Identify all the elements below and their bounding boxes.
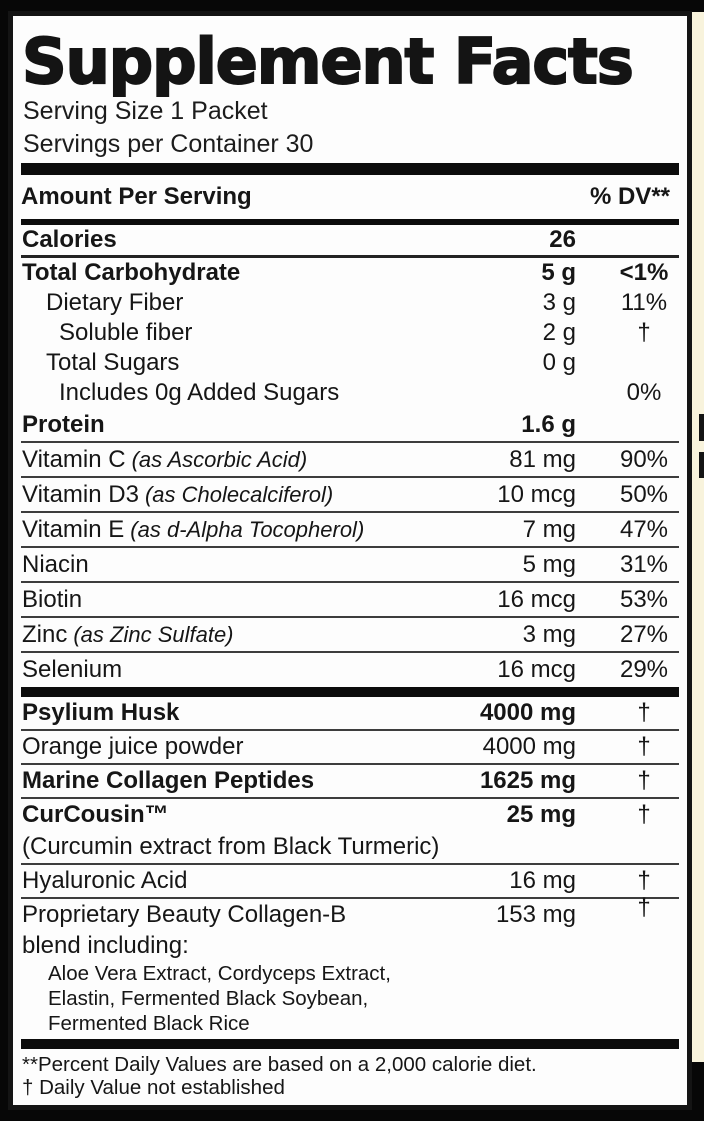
ingredient-amount: 25 mg: [506, 801, 576, 828]
nutrient-name: Total Carbohydrate: [22, 259, 241, 286]
servings-per-container-line: Servings per Container 30: [23, 130, 314, 158]
ingredient-name: Orange juice powder: [22, 733, 244, 760]
nutrient-row-zinc: [21, 618, 679, 651]
ingredient-dv: †: [637, 801, 651, 828]
nutrient-row-niacin: [21, 548, 679, 581]
ingredient-row-curcumin-note: [21, 831, 679, 863]
nutrient-amount: 7 mg: [522, 515, 576, 543]
nutrient-dv: 31%: [619, 550, 669, 578]
nutrient-name: Niacin: [22, 550, 89, 578]
ingredient-name: Psylium Husk: [22, 699, 180, 726]
ingredient-row-curcousin: [21, 799, 679, 831]
percent-dv-header: % DV**: [589, 183, 670, 210]
nutrient-name: Vitamin C (as Ascorbic Acid): [22, 445, 308, 473]
nutrient-amount: 26: [549, 226, 576, 253]
nutrient-amount: 1.6 g: [521, 410, 576, 438]
blend-item: Elastin, Fermented Black Soybean,: [48, 987, 369, 1010]
ingredient-dv: †: [637, 894, 651, 921]
ingredient-dv: †: [637, 699, 651, 726]
ingredient-dv: †: [637, 767, 651, 794]
ingredient-name: Proprietary Beauty Collagen-B: [22, 901, 347, 928]
nutrient-name: Protein: [22, 410, 105, 438]
nutrient-row-dietary-fiber: [21, 288, 679, 318]
ingredient-row-hyaluronic-acid: [21, 865, 679, 897]
right-edge-mark: [699, 452, 704, 478]
ingredient-amount: 1625 mg: [479, 767, 576, 794]
nutrient-row-soluble-fiber: [21, 318, 679, 348]
nutrient-name: Soluble fiber: [59, 319, 193, 346]
nutrient-dv: <1%: [619, 259, 669, 286]
nutrient-dv: †: [637, 319, 651, 346]
table-header-row: [21, 175, 679, 219]
nutrient-row-added-sugars: [21, 378, 679, 408]
right-edge-cream-strip: [692, 12, 704, 1062]
nutrient-name: Includes 0g Added Sugars: [59, 379, 340, 406]
nutrient-source: (as Cholecalciferol): [144, 481, 334, 507]
nutrient-name: Total Sugars: [46, 349, 180, 376]
thick-rule: [21, 163, 679, 175]
supplement-facts-panel: [8, 11, 692, 1110]
ingredient-dv: †: [637, 733, 651, 760]
nutrient-dv: 11%: [620, 289, 668, 316]
blend-including-line: blend including:: [22, 932, 189, 959]
nutrient-source: (as d-Alpha Tocopherol): [130, 516, 365, 542]
nutrient-source: (as Ascorbic Acid): [131, 446, 308, 472]
nutrient-name: Calories: [22, 226, 117, 253]
ingredient-name: Hyaluronic Acid: [22, 867, 188, 894]
nutrient-name: Zinc (as Zinc Sulfate): [22, 620, 234, 648]
nutrient-dv: 90%: [619, 445, 669, 473]
thick-rule: [21, 1039, 679, 1049]
ingredient-row-psylium-husk: [21, 697, 679, 729]
nutrient-amount: 3 mg: [522, 620, 576, 648]
nutrient-dv: 29%: [619, 655, 669, 683]
blend-item: Aloe Vera Extract, Cordyceps Extract,: [48, 962, 391, 985]
nutrient-source: (as Zinc Sulfate): [73, 621, 234, 647]
nutrient-dv: 27%: [619, 620, 669, 648]
nutrient-name: Dietary Fiber: [46, 289, 184, 316]
nutrient-amount: 16 mcg: [497, 585, 576, 613]
serving-size-line: Serving Size 1 Packet: [23, 97, 268, 125]
ingredient-name: CurCousin™: [22, 801, 169, 828]
ingredient-amount: 153 mg: [495, 901, 576, 928]
nutrient-amount: 2 g: [542, 319, 576, 346]
ingredient-amount: 16 mg: [509, 867, 576, 894]
right-edge-mark: [699, 414, 704, 441]
nutrient-name: Vitamin E (as d-Alpha Tocopherol): [22, 515, 365, 543]
nutrient-row-vitamin-d3: [21, 478, 679, 511]
nutrient-dv: 47%: [619, 515, 669, 543]
nutrient-amount: 81 mg: [509, 445, 576, 473]
amount-per-serving-header: Amount Per Serving: [21, 183, 252, 210]
thick-rule: [21, 687, 679, 697]
nutrient-row-total-sugars: [21, 348, 679, 378]
nutrient-dv: 50%: [619, 480, 669, 508]
ingredient-dv: †: [637, 867, 651, 894]
blend-item: Fermented Black Rice: [48, 1012, 250, 1035]
panel-title: Supplement Facts: [22, 25, 633, 98]
nutrient-row-vitamin-e: [21, 513, 679, 546]
nutrient-name: Biotin: [22, 585, 83, 613]
nutrient-amount: 5 mg: [522, 550, 576, 578]
nutrient-amount: 3 g: [542, 289, 576, 316]
nutrient-row-total-carbohydrate: [21, 258, 679, 288]
ingredient-row-orange-juice-powder: [21, 731, 679, 763]
nutrient-row-vitamin-c: [21, 443, 679, 476]
nutrient-amount: 0 g: [542, 349, 576, 376]
nutrient-dv: 0%: [626, 379, 662, 406]
nutrient-dv: 53%: [619, 585, 669, 613]
nutrient-row-selenium: [21, 653, 679, 686]
ingredient-name: Marine Collagen Peptides: [22, 767, 315, 794]
nutrient-name: Vitamin D3 (as Cholecalciferol): [22, 480, 334, 508]
ingredient-note: (Curcumin extract from Black Turmeric): [22, 833, 440, 860]
footnote-percent-dv: **Percent Daily Values are based on a 2,000 calorie diet.: [22, 1053, 537, 1076]
ingredient-amount: 4000 mg: [482, 733, 576, 760]
ingredient-amount: 4000 mg: [479, 699, 576, 726]
ingredient-row-proprietary-blend: [21, 894, 679, 931]
nutrient-row-biotin: [21, 583, 679, 616]
nutrient-amount: 16 mcg: [497, 655, 576, 683]
nutrient-name: Selenium: [22, 655, 123, 683]
nutrient-row-calories: [21, 225, 679, 255]
ingredient-row-marine-collagen: [21, 765, 679, 797]
nutrient-row-protein: [21, 408, 679, 441]
nutrient-amount: 10 mcg: [497, 480, 576, 508]
nutrient-amount: 5 g: [541, 259, 576, 286]
footnote-dagger: † Daily Value not established: [22, 1075, 285, 1099]
